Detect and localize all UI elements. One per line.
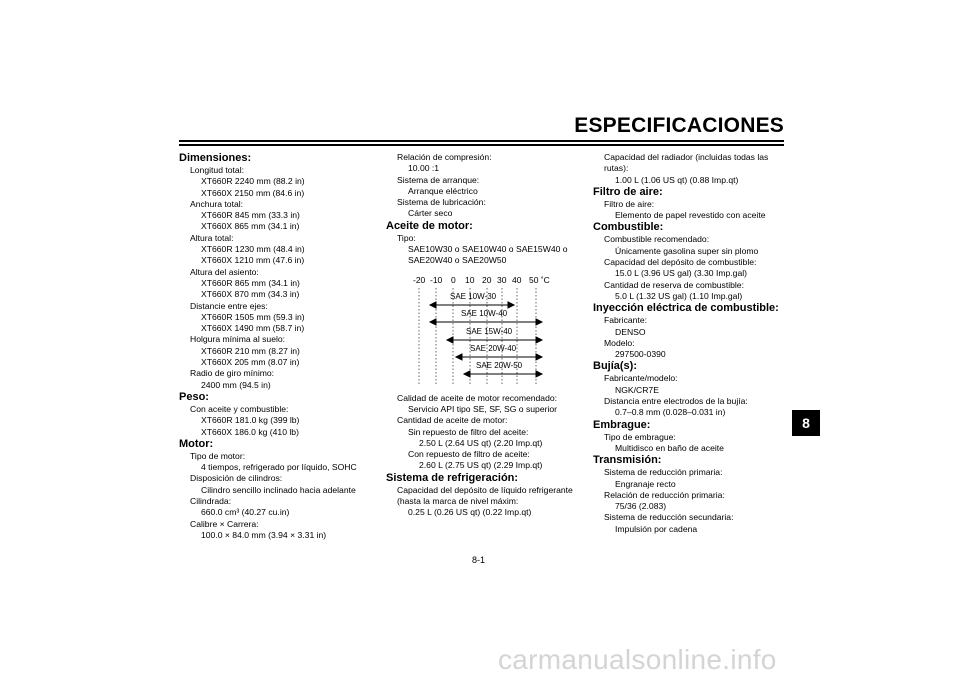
spec-label: Relación de reducción primaria: — [604, 489, 725, 500]
spec-label: Distancie entre ejes: — [190, 300, 268, 311]
spec-column-2 — [386, 152, 586, 519]
spec-value: XT660R 1230 mm (48.4 in) — [201, 244, 305, 255]
spec-value: 660.0 cm³ (40.27 cu.in) — [201, 507, 290, 518]
temp-tick: 30 — [497, 274, 507, 285]
temp-tick: -10 — [430, 274, 443, 285]
spec-value: NGK/CR7E — [615, 384, 659, 395]
oil-bar-label: SAE 20W-40 — [470, 343, 517, 353]
spec-label: Distancia entre electrodos de la bujía: — [604, 396, 748, 407]
temp-tick: 50 ˚C — [529, 274, 550, 285]
spec-value: 297500-0390 — [615, 349, 666, 360]
section-heading-refrigeracion: Sistema de refrigeración: — [386, 471, 519, 484]
spec-label: Sistema de reducción secundaria: — [604, 512, 734, 523]
page-number: 8-1 — [472, 555, 486, 565]
oil-bar-arrow — [430, 302, 436, 308]
section-heading-motor: Motor: — [179, 437, 214, 450]
spec-label: Calibre × Carrera: — [190, 518, 259, 529]
oil-bar-label: SAE 20W-50 — [476, 360, 523, 370]
spec-label: Capacidad del radiador (incluidas todas las — [604, 152, 769, 162]
spec-label: Fabricante/modelo: — [604, 373, 678, 384]
oil-bar-label: SAE 10W-30 — [450, 291, 497, 301]
title-rule-top — [179, 140, 784, 142]
oil-bar-arrow — [508, 302, 514, 308]
spec-value: XT660X 186.0 kg (410 lb) — [201, 426, 299, 437]
spec-label: Combustible recomendado: — [604, 234, 710, 245]
spec-label: Relación de compresión: — [397, 152, 492, 162]
spec-value: 15.0 L (3.96 US gal) (3.30 Imp.gal) — [615, 268, 747, 279]
spec-value: 10.00 :1 — [408, 163, 440, 174]
spec-value: XT660R 1505 mm (59.3 in) — [201, 311, 305, 322]
section-heading-dimensiones: Dimensiones: — [179, 152, 252, 164]
spec-label: Tipo de motor: — [190, 450, 246, 461]
title-rule-bottom — [179, 144, 784, 146]
spec-label: Sistema de lubricación: — [397, 197, 486, 208]
spec-label: Filtro de aire: — [604, 198, 655, 209]
spec-label: Cantidad de aceite de motor: — [397, 415, 508, 426]
spec-value: XT660X 205 mm (8.07 in) — [201, 357, 300, 368]
spec-value: XT660R 181.0 kg (399 lb) — [201, 415, 300, 426]
section-heading-inyeccion: Inyección eléctrica de combustible: — [593, 302, 779, 315]
section-heading-peso: Peso: — [179, 390, 209, 403]
oil-bar-arrow — [536, 354, 542, 360]
spec-value: Engranaje recto — [615, 478, 676, 489]
spec-label: Anchura total: — [190, 198, 244, 209]
spec-value: 0.7–0.8 mm (0.028–0.031 in) — [615, 407, 726, 418]
temp-tick: -20 — [413, 274, 426, 285]
spec-label: Fabricante: — [604, 315, 647, 326]
spec-value: Cilindro sencillo inclinado hacia adelante — [201, 484, 356, 495]
spec-value: SAE20W40 o SAE20W50 — [408, 255, 507, 266]
spec-label: Con repuesto de filtro de aceite: — [408, 449, 530, 460]
oil-bar-arrow — [536, 319, 542, 325]
spec-label: Radio de giro mínimo: — [190, 368, 275, 379]
spec-value: Únicamente gasolina super sin plomo — [615, 245, 759, 256]
spec-value: 4 tiempos, refrigerado por líquido, SOHC — [201, 462, 357, 473]
spec-value: SAE10W30 o SAE10W40 o SAE15W40 o — [408, 244, 568, 255]
spec-value: 75/36 (2.083) — [615, 501, 667, 512]
spec-label: Cilindrada: — [190, 496, 232, 507]
spec-value: XT660X 2150 mm (84.6 in) — [201, 187, 305, 198]
spec-value: XT660X 870 mm (34.3 in) — [201, 289, 300, 300]
temp-tick: 40 — [512, 274, 522, 285]
spec-value: Servicio API tipo SE, SF, SG o superior — [408, 403, 558, 414]
spec-value: DENSO — [615, 326, 646, 337]
section-heading-bujia: Bujía(s): — [593, 360, 637, 373]
spec-label: rutas): — [604, 163, 629, 174]
spec-label: Holgura mínima al suelo: — [190, 334, 286, 345]
spec-label: Longitud total: — [190, 165, 244, 175]
spec-label: Calidad de aceite de motor recomendado: — [397, 392, 558, 403]
spec-label: Cantidad de reserva de combustible: — [604, 279, 744, 290]
spec-value: XT660X 865 mm (34.1 in) — [201, 221, 300, 232]
spec-label: Sistema de reducción primaria: — [604, 467, 723, 478]
spec-value: 2.60 L (2.75 US qt) (2.29 Imp.qt) — [419, 460, 543, 471]
spec-value: Elemento de papel revestido con aceite — [615, 210, 766, 221]
oil-bar-label: SAE 15W-40 — [466, 326, 513, 336]
spec-value: 100.0 × 84.0 mm (3.94 × 3.31 in) — [201, 529, 327, 540]
spec-label: Capacidad del depósito de líquido refrigerante — [397, 484, 573, 495]
spec-label: Capacidad del depósito de combustible: — [604, 257, 757, 268]
section-heading-filtro: Filtro de aire: — [593, 185, 663, 198]
spec-value: XT660R 865 mm (34.1 in) — [201, 277, 300, 288]
spec-label: Modelo: — [604, 337, 635, 348]
oil-bar-label: SAE 10W-40 — [461, 308, 508, 318]
spec-value: XT660X 1210 mm (47.6 in) — [201, 255, 305, 266]
oil-bar-arrow — [456, 354, 462, 360]
spec-column-1 — [179, 152, 379, 541]
section-heading-embrague: Embrague: — [593, 418, 651, 431]
spec-value: Multidisco en baño de aceite — [615, 442, 724, 453]
spec-value: 2.50 L (2.64 US qt) (2.20 Imp.qt) — [419, 437, 543, 448]
temp-tick: 0 — [451, 274, 456, 285]
spec-label: Altura total: — [190, 232, 234, 243]
spec-value: Impulsión por cadena — [615, 523, 698, 534]
spec-label: Tipo de embrague: — [604, 431, 676, 442]
chapter-tab[interactable]: 8 — [792, 410, 820, 436]
spec-value: XT660R 210 mm (8.27 in) — [201, 345, 300, 356]
spec-value: Arranque eléctrico — [408, 185, 478, 196]
spec-value: XT660R 2240 mm (88.2 in) — [201, 176, 305, 187]
spec-label: Altura del asiento: — [190, 266, 259, 277]
spec-value: XT660R 845 mm (33.3 in) — [201, 210, 300, 221]
oil-bar-arrow — [464, 371, 470, 377]
spec-column-3 — [593, 152, 793, 535]
oil-bar-arrow — [447, 337, 453, 343]
oil-viscosity-chart — [386, 271, 586, 387]
spec-value: 1.00 L (1.06 US qt) (0.88 Imp.qt) — [615, 174, 739, 185]
page-title: ESPECIFICACIONES — [574, 114, 784, 137]
section-heading-aceite: Aceite de motor: — [386, 219, 473, 232]
watermark: carmanualsonline.info — [498, 644, 777, 675]
spec-label: Disposición de cilindros: — [190, 473, 283, 484]
spec-label: Con aceite y combustible: — [190, 403, 289, 414]
temp-tick: 10 — [465, 274, 475, 285]
spec-label: Sin repuesto de filtro del aceite: — [408, 426, 529, 437]
oil-bar-arrow — [536, 337, 542, 343]
spec-value: XT660X 1490 mm (58.7 in) — [201, 323, 305, 334]
spec-label: Sistema de arranque: — [397, 174, 480, 185]
oil-bar-arrow — [430, 319, 436, 325]
section-heading-combustible: Combustible: — [593, 221, 664, 234]
spec-value: Cárter seco — [408, 208, 453, 219]
spec-label: (hasta la marca de nivel máxim: — [397, 496, 519, 507]
spec-value: 0.25 L (0.26 US qt) (0.22 Imp.qt) — [408, 507, 532, 518]
section-heading-transmision: Transmisión: — [593, 454, 662, 467]
temp-tick: 20 — [482, 274, 492, 285]
spec-label: Tipo: — [397, 232, 416, 243]
oil-bar-arrow — [536, 371, 542, 377]
spec-value: 2400 mm (94.5 in) — [201, 379, 271, 390]
spec-value: 5.0 L (1.32 US gal) (1.10 Imp.gal) — [615, 290, 743, 301]
